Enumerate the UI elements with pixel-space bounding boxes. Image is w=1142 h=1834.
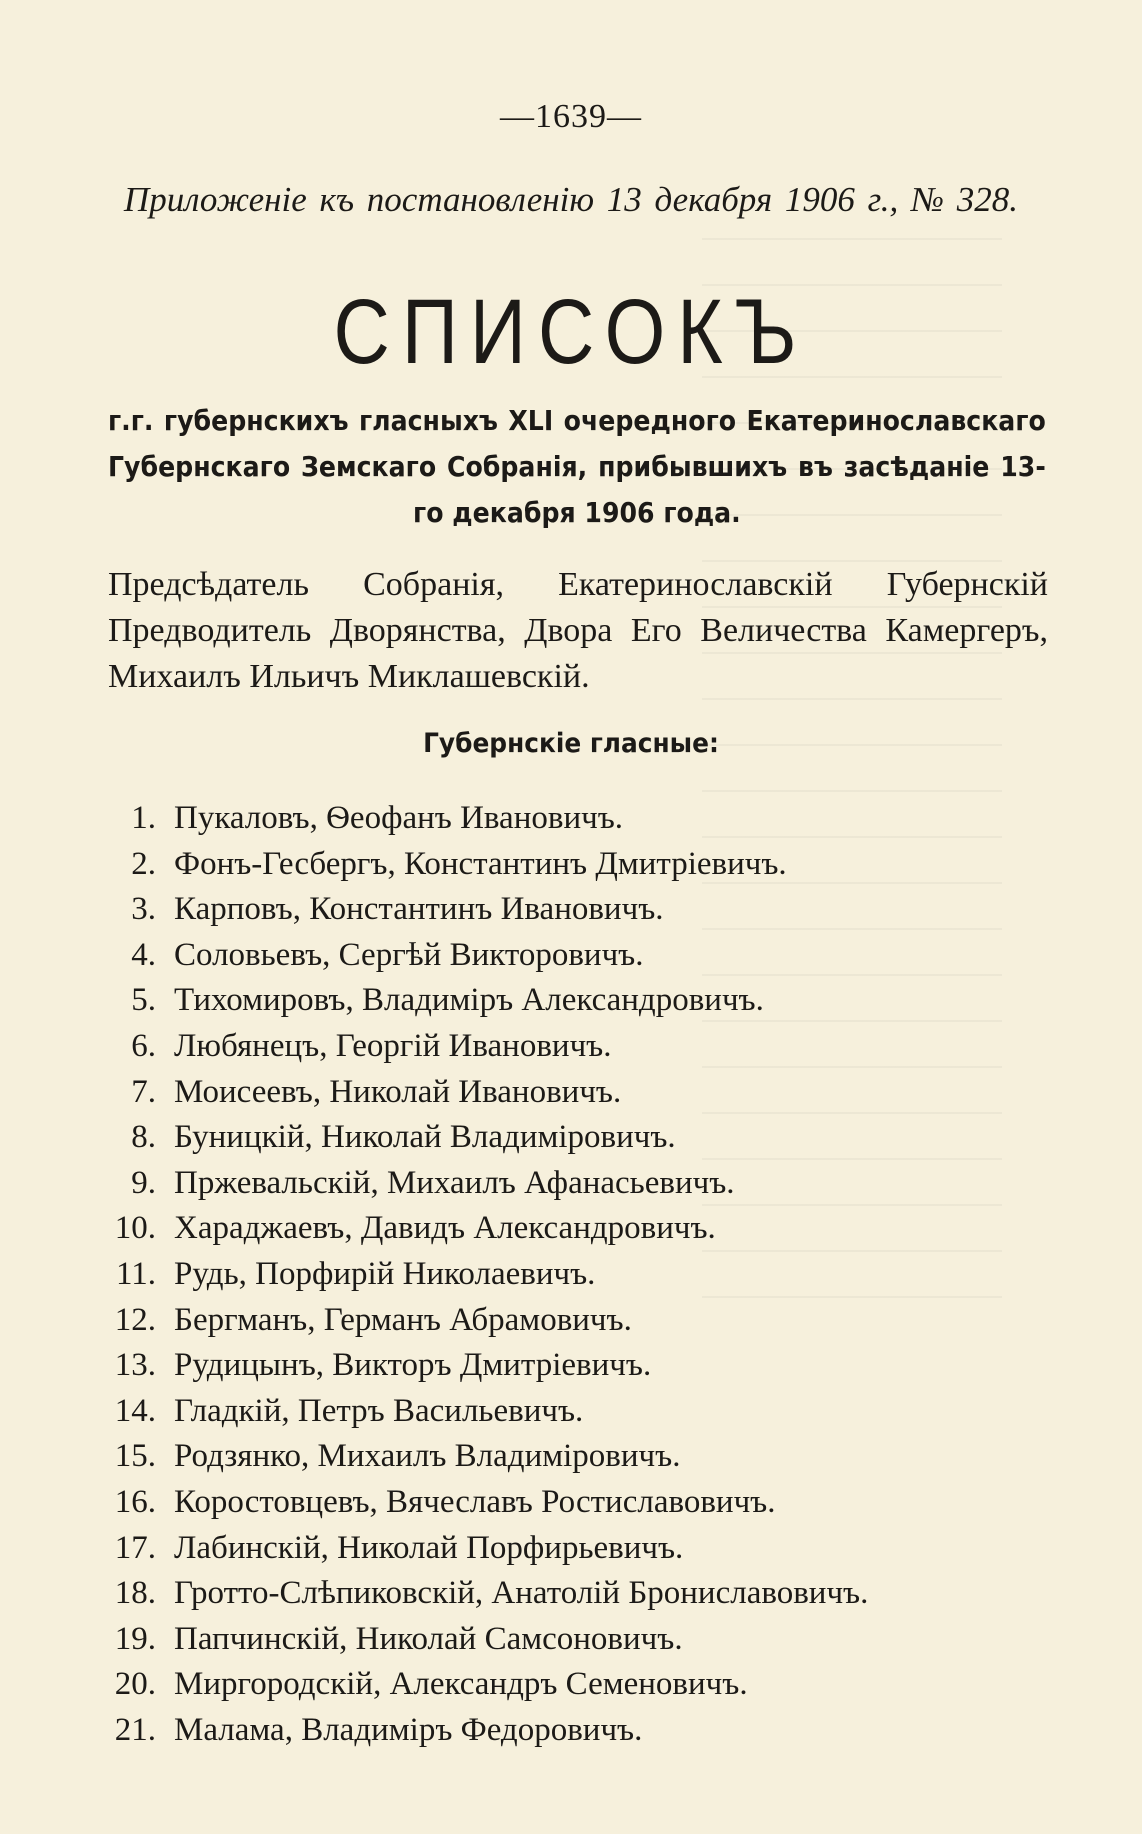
member-name: Моисеевъ, Николай Ивановичъ. [174,1073,622,1110]
member-number: 21. [114,1711,156,1748]
member-name: Фонъ-Гесбергъ, Константинъ Дмитріевичъ. [174,845,787,882]
list-item [0,842,1142,888]
member-number: 19. [114,1620,156,1657]
member-number: 15. [114,1438,156,1475]
list-item [0,1161,1142,1207]
member-number: 20. [114,1666,156,1703]
document-title: СПИСОКЪ [333,279,809,384]
list-item [0,1298,1142,1344]
list-item [0,1434,1142,1480]
member-number: 11. [115,1255,156,1292]
member-name: Хараджаевъ, Давидъ Александровичъ. [174,1210,716,1247]
member-number: 2. [131,845,156,882]
member-name: Родзянко, Михаилъ Владиміровичъ. [174,1438,681,1475]
member-name: Миргородскій, Александръ Семеновичъ. [174,1666,748,1703]
list-item [0,1389,1142,1435]
member-number: 13. [114,1347,156,1384]
member-number: 6. [131,1027,156,1064]
document-subtitle: г.г. губернскихъ гласныхъ XLI очередного Екатеринославскаго Губернскаго Земскаго Собранія, прибывшихъ въ засѣданіе 13-го декабря 1906 года. [108,404,1046,529]
member-number: 18. [114,1575,156,1612]
chairman-paragraph: Предсѣдатель Собранія, Екатеринославскій Губернскій Предводитель Дворянства, Двора Его Величества Камергеръ, Михаилъ Ильичъ Миклашевскій. [108,566,1048,695]
list-item [0,1526,1142,1572]
list-item [0,1024,1142,1070]
member-number: 10. [114,1210,156,1247]
member-number: 1. [131,800,156,836]
list-item [0,1115,1142,1161]
list-item [0,887,1142,933]
list-item [0,1252,1142,1298]
member-number: 9. [131,1164,156,1201]
list-item [0,978,1142,1024]
list-item [0,1206,1142,1252]
member-name: Буницкій, Николай Владиміровичъ. [174,1119,676,1156]
list-item [0,796,1142,842]
member-number: 5. [131,982,156,1019]
member-name: Соловьевъ, Сергѣй Викторовичъ. [174,936,644,973]
member-number: 14. [114,1392,156,1429]
member-name: Гротто-Слѣпиковскій, Анатолій Брониславовичъ. [174,1575,869,1612]
member-list [0,796,1142,1753]
member-name: Рудь, Порфирій Николаевичъ. [174,1255,596,1292]
list-item [0,1708,1142,1754]
section-heading: Губернскіе гласные: [423,728,719,759]
list-item [0,1662,1142,1708]
member-name: Папчинскій, Николай Самсоновичъ. [174,1620,683,1657]
list-item [0,933,1142,979]
member-name: Гладкій, Петръ Васильевичъ. [174,1392,584,1429]
member-number: 8. [131,1119,156,1156]
member-name: Лабинскій, Николай Порфирьевичъ. [174,1529,684,1566]
member-number: 3. [131,891,156,928]
page-number: —1639— [500,98,642,135]
member-name: Коростовцевъ, Вячеславъ Ростиславовичъ. [174,1483,776,1520]
member-number: 17. [114,1529,156,1566]
member-name: Тихомировъ, Владиміръ Александровичъ. [174,982,764,1019]
list-item [0,1617,1142,1663]
member-name: Пржевальскій, Михаилъ Афанасьевичъ. [174,1164,735,1201]
member-number: 16. [114,1483,156,1520]
member-name: Любянецъ, Георгій Ивановичъ. [174,1027,612,1064]
member-name: Карповъ, Константинъ Ивановичъ. [174,891,664,928]
member-number: 12. [114,1301,156,1338]
member-number: 4. [131,936,156,973]
member-name: Рудицынъ, Викторъ Дмитріевичъ. [174,1347,652,1384]
list-item [0,1480,1142,1526]
member-name: Пукаловъ, Ѳеофанъ Ивановичъ. [174,800,624,836]
appendix-reference: Приложеніе къ постановленію 13 декабря 1906 г., № 328. [123,180,1019,219]
member-name: Малама, Владиміръ Федоровичъ. [174,1711,643,1748]
list-item [0,1070,1142,1116]
member-name: Бергманъ, Германъ Абрамовичъ. [174,1301,632,1338]
list-item [0,1571,1142,1617]
member-number: 7. [131,1073,156,1110]
list-item [0,1343,1142,1389]
